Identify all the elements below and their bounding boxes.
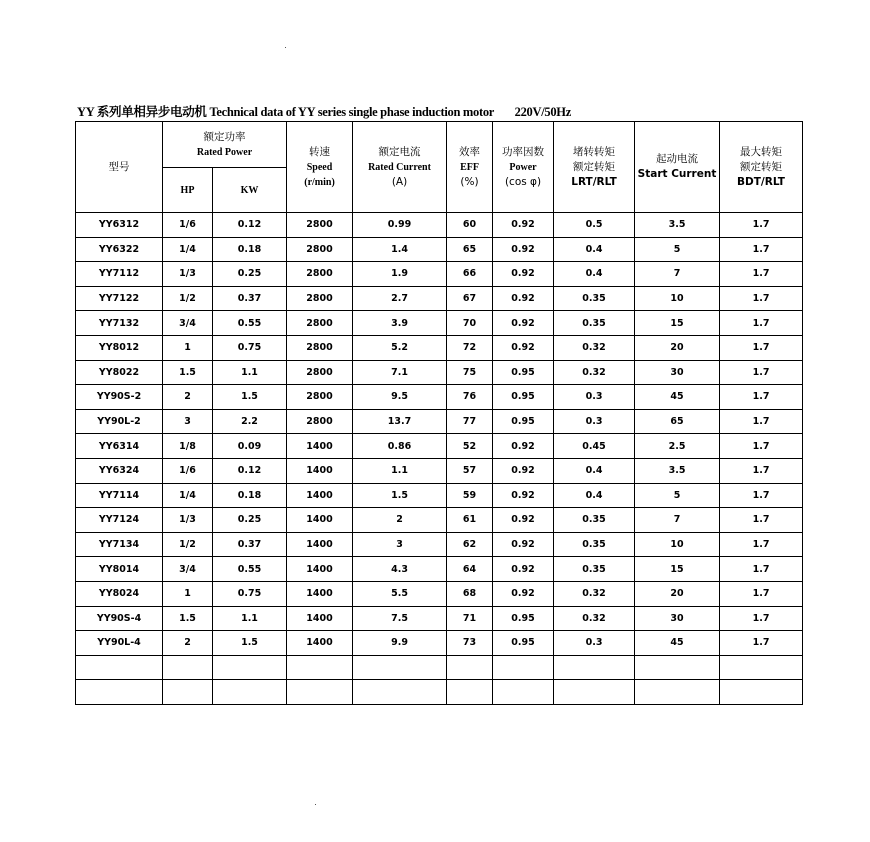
cell-start-current: 65 [635, 409, 720, 434]
cell-model: YY7134 [76, 532, 163, 557]
cell-hp: 1/8 [163, 434, 213, 459]
cell-power-factor: 0.92 [493, 237, 554, 262]
cell-bdt-rlt: 1.7 [720, 237, 803, 262]
cell-start-current: 5 [635, 483, 720, 508]
cell-kw: 1.5 [213, 631, 287, 656]
cell-speed: 2800 [287, 262, 353, 287]
cell-hp: 1/2 [163, 532, 213, 557]
speck-top [285, 47, 286, 48]
cell-speed [287, 655, 353, 680]
table-row [76, 434, 803, 459]
cell-power-factor: 0.92 [493, 458, 554, 483]
cell-power-factor: 0.92 [493, 483, 554, 508]
cell-rated-current: 1.1 [353, 458, 447, 483]
cell-power-factor [493, 680, 554, 705]
table-row [76, 680, 803, 705]
cell-eff: 75 [447, 360, 493, 385]
cell-lrt-rlt: 0.35 [554, 532, 635, 557]
cell-eff: 60 [447, 213, 493, 238]
table-row [76, 286, 803, 311]
cell-power-factor: 0.92 [493, 532, 554, 557]
cell-speed: 2800 [287, 360, 353, 385]
cell-start-current: 7 [635, 508, 720, 533]
cell-lrt-rlt: 0.3 [554, 385, 635, 410]
cell-power-factor: 0.95 [493, 631, 554, 656]
table-row [76, 213, 803, 238]
cell-power-factor: 0.92 [493, 213, 554, 238]
cell-hp: 1.5 [163, 606, 213, 631]
cell-model: YY90S-2 [76, 385, 163, 410]
cell-model: YY6322 [76, 237, 163, 262]
cell-kw [213, 680, 287, 705]
cell-rated-current: 2 [353, 508, 447, 533]
cell-model: YY6314 [76, 434, 163, 459]
table-row [76, 409, 803, 434]
header-kw: KW [213, 168, 287, 213]
cell-speed [287, 680, 353, 705]
table-row [76, 508, 803, 533]
cell-start-current: 10 [635, 532, 720, 557]
cell-rated-current: 3.9 [353, 311, 447, 336]
cell-rated-current: 13.7 [353, 409, 447, 434]
cell-hp: 1/4 [163, 237, 213, 262]
cell-start-current: 20 [635, 581, 720, 606]
cell-bdt-rlt: 1.7 [720, 581, 803, 606]
cell-speed: 1400 [287, 631, 353, 656]
cell-bdt-rlt: 1.7 [720, 631, 803, 656]
cell-start-current: 45 [635, 385, 720, 410]
table-row [76, 483, 803, 508]
cell-kw: 0.75 [213, 335, 287, 360]
cell-model: YY7112 [76, 262, 163, 287]
cell-speed: 1400 [287, 434, 353, 459]
speck-bottom [315, 804, 316, 805]
cell-hp: 2 [163, 631, 213, 656]
cell-eff: 67 [447, 286, 493, 311]
title-frequency: 220V/50Hz [514, 105, 571, 119]
cell-lrt-rlt: 0.35 [554, 286, 635, 311]
cell-hp: 1/6 [163, 458, 213, 483]
cell-lrt-rlt: 0.4 [554, 237, 635, 262]
table-row [76, 458, 803, 483]
cell-lrt-rlt: 0.32 [554, 335, 635, 360]
cell-start-current: 20 [635, 335, 720, 360]
cell-lrt-rlt: 0.32 [554, 581, 635, 606]
cell-power-factor: 0.92 [493, 581, 554, 606]
header-rated-power: 额定功率 Rated Power [163, 122, 287, 168]
cell-hp: 1.5 [163, 360, 213, 385]
cell-rated-current [353, 655, 447, 680]
cell-hp [163, 655, 213, 680]
cell-kw: 2.2 [213, 409, 287, 434]
cell-lrt-rlt [554, 680, 635, 705]
table-row [76, 262, 803, 287]
cell-rated-current: 0.99 [353, 213, 447, 238]
cell-power-factor [493, 655, 554, 680]
cell-speed: 1400 [287, 508, 353, 533]
cell-kw: 0.75 [213, 581, 287, 606]
cell-lrt-rlt: 0.4 [554, 458, 635, 483]
cell-hp: 3/4 [163, 557, 213, 582]
cell-bdt-rlt: 1.7 [720, 286, 803, 311]
cell-start-current [635, 680, 720, 705]
cell-rated-current: 4.3 [353, 557, 447, 582]
cell-start-current: 3.5 [635, 458, 720, 483]
header-efficiency: 效率 EFF (%) [447, 122, 493, 213]
header-speed: 转速 Speed (r/min) [287, 122, 353, 213]
cell-lrt-rlt: 0.45 [554, 434, 635, 459]
cell-start-current: 7 [635, 262, 720, 287]
cell-bdt-rlt: 1.7 [720, 606, 803, 631]
cell-start-current: 15 [635, 311, 720, 336]
cell-power-factor: 0.92 [493, 311, 554, 336]
cell-rated-current: 3 [353, 532, 447, 557]
cell-lrt-rlt: 0.35 [554, 311, 635, 336]
cell-speed: 1400 [287, 532, 353, 557]
cell-speed: 2800 [287, 286, 353, 311]
cell-model: YY6324 [76, 458, 163, 483]
cell-rated-current: 9.9 [353, 631, 447, 656]
table-body [76, 213, 803, 705]
cell-eff: 68 [447, 581, 493, 606]
cell-bdt-rlt: 1.7 [720, 335, 803, 360]
cell-kw: 0.37 [213, 532, 287, 557]
cell-bdt-rlt: 1.7 [720, 532, 803, 557]
cell-speed: 1400 [287, 458, 353, 483]
cell-eff: 62 [447, 532, 493, 557]
table-row [76, 631, 803, 656]
cell-model: YY6312 [76, 213, 163, 238]
header-start-current: 起动电流 Start Current [635, 122, 720, 213]
cell-eff: 70 [447, 311, 493, 336]
table-row [76, 385, 803, 410]
cell-bdt-rlt [720, 680, 803, 705]
cell-kw: 0.55 [213, 311, 287, 336]
cell-lrt-rlt: 0.4 [554, 483, 635, 508]
table-row [76, 655, 803, 680]
cell-kw: 0.18 [213, 237, 287, 262]
cell-bdt-rlt: 1.7 [720, 385, 803, 410]
cell-model: YY7114 [76, 483, 163, 508]
cell-speed: 2800 [287, 237, 353, 262]
header-lrt-rlt: 堵转转矩 额定转矩 LRT/RLT [554, 122, 635, 213]
table-row [76, 557, 803, 582]
cell-rated-current: 7.1 [353, 360, 447, 385]
cell-rated-current: 1.9 [353, 262, 447, 287]
cell-power-factor: 0.95 [493, 360, 554, 385]
cell-power-factor: 0.95 [493, 606, 554, 631]
cell-hp: 2 [163, 385, 213, 410]
cell-speed: 2800 [287, 385, 353, 410]
cell-eff [447, 655, 493, 680]
cell-hp: 1/4 [163, 483, 213, 508]
cell-kw [213, 655, 287, 680]
cell-model: YY90L-2 [76, 409, 163, 434]
cell-kw: 0.25 [213, 262, 287, 287]
header-bdt-rlt: 最大转矩 额定转矩 BDT/RLT [720, 122, 803, 213]
cell-speed: 1400 [287, 557, 353, 582]
cell-bdt-rlt: 1.7 [720, 409, 803, 434]
cell-start-current: 3.5 [635, 213, 720, 238]
cell-model: YY8024 [76, 581, 163, 606]
cell-start-current [635, 655, 720, 680]
cell-speed: 1400 [287, 606, 353, 631]
cell-power-factor: 0.92 [493, 508, 554, 533]
cell-rated-current: 2.7 [353, 286, 447, 311]
cell-hp: 3/4 [163, 311, 213, 336]
title-text: YY 系列单相异步电动机 Technical data of YY series single phase induction motor [77, 105, 494, 119]
cell-rated-current: 0.86 [353, 434, 447, 459]
cell-model: YY90L-4 [76, 631, 163, 656]
cell-eff: 66 [447, 262, 493, 287]
cell-eff: 73 [447, 631, 493, 656]
cell-bdt-rlt: 1.7 [720, 360, 803, 385]
cell-model: YY8014 [76, 557, 163, 582]
cell-eff: 77 [447, 409, 493, 434]
cell-power-factor: 0.92 [493, 286, 554, 311]
cell-lrt-rlt: 0.5 [554, 213, 635, 238]
cell-start-current: 5 [635, 237, 720, 262]
cell-power-factor: 0.95 [493, 385, 554, 410]
cell-speed: 2800 [287, 213, 353, 238]
table-row [76, 581, 803, 606]
cell-rated-current: 5.2 [353, 335, 447, 360]
cell-model: YY7132 [76, 311, 163, 336]
header-model: 型号 [76, 122, 163, 213]
cell-hp: 1/3 [163, 508, 213, 533]
header-hp: HP [163, 168, 213, 213]
cell-eff: 61 [447, 508, 493, 533]
table-header [76, 122, 803, 213]
cell-kw: 0.55 [213, 557, 287, 582]
cell-kw: 0.12 [213, 213, 287, 238]
cell-model: YY8012 [76, 335, 163, 360]
cell-kw: 1.5 [213, 385, 287, 410]
cell-hp: 3 [163, 409, 213, 434]
cell-hp: 1/2 [163, 286, 213, 311]
header-power-factor: 功率因数 Power (cos φ) [493, 122, 554, 213]
cell-start-current: 45 [635, 631, 720, 656]
cell-lrt-rlt: 0.35 [554, 508, 635, 533]
cell-model: YY90S-4 [76, 606, 163, 631]
cell-eff: 57 [447, 458, 493, 483]
cell-model: YY7122 [76, 286, 163, 311]
cell-bdt-rlt: 1.7 [720, 262, 803, 287]
cell-bdt-rlt: 1.7 [720, 557, 803, 582]
cell-start-current: 2.5 [635, 434, 720, 459]
cell-lrt-rlt: 0.32 [554, 360, 635, 385]
cell-bdt-rlt: 1.7 [720, 508, 803, 533]
cell-power-factor: 0.92 [493, 434, 554, 459]
cell-lrt-rlt [554, 655, 635, 680]
table-row [76, 335, 803, 360]
cell-speed: 2800 [287, 335, 353, 360]
motor-spec-table [75, 121, 803, 705]
cell-hp: 1/6 [163, 213, 213, 238]
cell-bdt-rlt [720, 655, 803, 680]
cell-start-current: 30 [635, 360, 720, 385]
cell-lrt-rlt: 0.3 [554, 409, 635, 434]
cell-eff: 76 [447, 385, 493, 410]
cell-eff: 72 [447, 335, 493, 360]
cell-power-factor: 0.92 [493, 335, 554, 360]
cell-lrt-rlt: 0.4 [554, 262, 635, 287]
cell-bdt-rlt: 1.7 [720, 483, 803, 508]
cell-eff: 59 [447, 483, 493, 508]
cell-lrt-rlt: 0.3 [554, 631, 635, 656]
cell-kw: 1.1 [213, 606, 287, 631]
cell-speed: 1400 [287, 581, 353, 606]
cell-hp: 1 [163, 581, 213, 606]
cell-start-current: 15 [635, 557, 720, 582]
cell-speed: 2800 [287, 409, 353, 434]
cell-bdt-rlt: 1.7 [720, 311, 803, 336]
cell-eff: 52 [447, 434, 493, 459]
cell-model: YY7124 [76, 508, 163, 533]
cell-rated-current [353, 680, 447, 705]
cell-lrt-rlt: 0.32 [554, 606, 635, 631]
cell-rated-current: 7.5 [353, 606, 447, 631]
table-row [76, 237, 803, 262]
cell-hp [163, 680, 213, 705]
cell-start-current: 30 [635, 606, 720, 631]
cell-model [76, 655, 163, 680]
cell-eff: 71 [447, 606, 493, 631]
cell-kw: 0.12 [213, 458, 287, 483]
cell-rated-current: 1.5 [353, 483, 447, 508]
cell-kw: 0.09 [213, 434, 287, 459]
cell-bdt-rlt: 1.7 [720, 213, 803, 238]
cell-kw: 0.37 [213, 286, 287, 311]
document-title [77, 102, 571, 120]
cell-rated-current: 9.5 [353, 385, 447, 410]
cell-power-factor: 0.92 [493, 557, 554, 582]
cell-rated-current: 1.4 [353, 237, 447, 262]
cell-hp: 1 [163, 335, 213, 360]
cell-eff: 65 [447, 237, 493, 262]
cell-speed: 1400 [287, 483, 353, 508]
table-row [76, 532, 803, 557]
cell-kw: 1.1 [213, 360, 287, 385]
cell-speed: 2800 [287, 311, 353, 336]
cell-lrt-rlt: 0.35 [554, 557, 635, 582]
cell-power-factor: 0.95 [493, 409, 554, 434]
table-row [76, 606, 803, 631]
cell-rated-current: 5.5 [353, 581, 447, 606]
cell-model: YY8022 [76, 360, 163, 385]
cell-bdt-rlt: 1.7 [720, 458, 803, 483]
header-rated-current: 额定电流 Rated Current (A) [353, 122, 447, 213]
cell-kw: 0.18 [213, 483, 287, 508]
cell-eff [447, 680, 493, 705]
cell-bdt-rlt: 1.7 [720, 434, 803, 459]
table-row [76, 360, 803, 385]
cell-model [76, 680, 163, 705]
cell-start-current: 10 [635, 286, 720, 311]
cell-power-factor: 0.92 [493, 262, 554, 287]
cell-hp: 1/3 [163, 262, 213, 287]
table-row [76, 311, 803, 336]
cell-eff: 64 [447, 557, 493, 582]
cell-kw: 0.25 [213, 508, 287, 533]
